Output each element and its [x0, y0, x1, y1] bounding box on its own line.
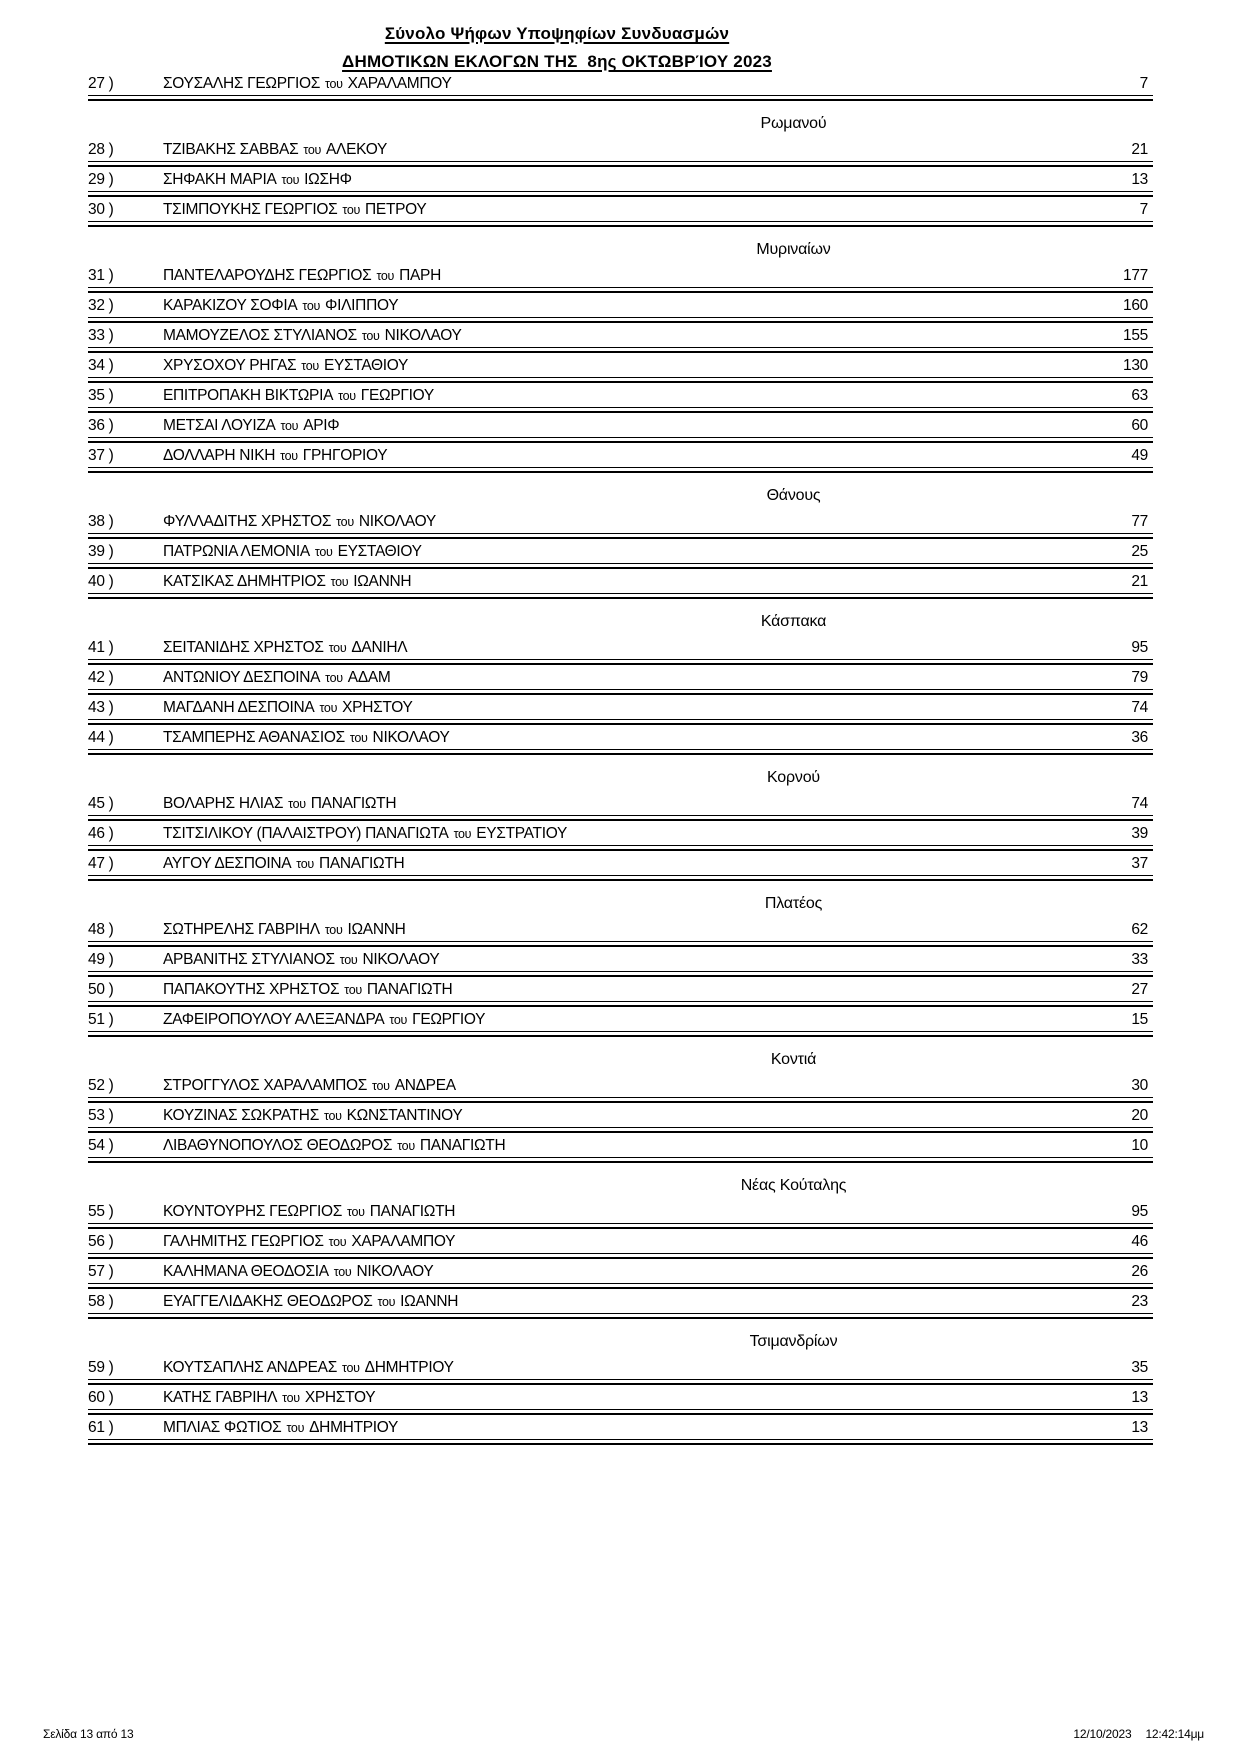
candidate-row [88, 1289, 1153, 1310]
patronymic-name: ΝΙΚΟΛΑΟΥ [384, 328, 462, 344]
candidate-number: 60 ) [88, 1389, 114, 1406]
candidate-number: 37 ) [88, 447, 114, 464]
candidate-number: 44 ) [88, 729, 114, 746]
section-header: Ρωμανού [760, 115, 827, 132]
section-header: Κοντιά [770, 1051, 817, 1068]
candidate-name: ΠΑΠΑΚΟΥΤΗΣ ΧΡΗΣΤΟΣ [163, 982, 340, 998]
candidate-number: 58 ) [88, 1293, 114, 1310]
row-divider [88, 1313, 1153, 1319]
candidate-row [88, 851, 1153, 872]
patronymic-connector: του [314, 545, 333, 559]
votes-count: 77 [1131, 513, 1148, 530]
candidate-name: ΜΕΤΣΑΙ ΛΟΥΙΖΑ [163, 418, 276, 434]
candidate-row [88, 1199, 1153, 1220]
candidate-name-cell [163, 952, 1131, 968]
candidate-name: ΠΑΤΡΩΝΙΑ ΛΕΜΟΝΙΑ [163, 544, 310, 560]
patronymic-name: ΝΙΚΟΛΑΟΥ [358, 514, 436, 530]
candidate-number: 56 ) [88, 1233, 114, 1250]
candidate-name-cell [163, 826, 1131, 842]
votes-count: 7 [1139, 75, 1148, 92]
candidate-name: ΜΠΛΙΑΣ ΦΩΤΙΟΣ [163, 1420, 282, 1436]
candidate-name-cell [163, 922, 1131, 938]
patronymic-connector: του [389, 1013, 408, 1027]
patronymic-connector: του [288, 797, 306, 811]
candidate-name: ΠΑΝΤΕΛΑΡΟΥΔΗΣ ΓΕΩΡΓΙΟΣ [163, 268, 372, 284]
footer-time: 12:42:14μμ [1145, 1727, 1204, 1741]
document-header [0, 0, 1114, 71]
section-header: Νέας Κούταλης [740, 1177, 847, 1194]
patronymic-connector: του [397, 1139, 415, 1153]
votes-count: 95 [1131, 1203, 1148, 1220]
votes-count: 74 [1131, 795, 1148, 812]
candidate-number: 54 ) [88, 1137, 114, 1154]
patronymic-connector: του [281, 173, 300, 187]
candidate-number: 59 ) [88, 1359, 114, 1376]
patronymic-name: ΧΑΡΑΛΑΜΠΟΥ [351, 1234, 456, 1250]
patronymic-name: ΔΗΜΗΤΡΙΟΥ [364, 1360, 454, 1376]
candidate-row [88, 947, 1153, 968]
patronymic-connector: του [282, 1391, 300, 1405]
candidate-row [88, 263, 1153, 284]
votes-count: 95 [1131, 639, 1148, 656]
section-header: Θάνους [766, 487, 821, 504]
patronymic-connector: του [303, 143, 322, 157]
votes-count: 155 [1123, 327, 1148, 344]
row-divider [88, 467, 1153, 473]
candidate-name: ΑΝΤΩΝΙΟΥ ΔΕΣΠΟΙΝΑ [163, 670, 321, 686]
votes-count: 10 [1131, 1137, 1148, 1154]
patronymic-connector: του [280, 449, 298, 463]
patronymic-connector: του [333, 1265, 352, 1279]
candidate-row [88, 509, 1153, 530]
footer-page-number: Σελίδα 13 από 13 [43, 1727, 134, 1741]
candidate-number: 43 ) [88, 699, 114, 716]
candidate-name-cell [163, 298, 1123, 314]
candidate-number: 53 ) [88, 1107, 114, 1124]
candidate-name-cell [163, 1108, 1131, 1124]
votes-count: 20 [1131, 1107, 1148, 1124]
votes-count: 25 [1131, 543, 1148, 560]
candidate-name-cell [163, 796, 1131, 812]
candidate-row [88, 167, 1153, 188]
candidate-number: 36 ) [88, 417, 114, 434]
candidate-row [88, 1103, 1153, 1124]
row-divider [88, 95, 1153, 101]
votes-count: 39 [1131, 825, 1148, 842]
candidate-name: ΤΖΙΒΑΚΗΣ ΣΑΒΒΑΣ [163, 142, 299, 158]
patronymic-name: ΠΑΝΑΓΙΩΤΗ [369, 1204, 456, 1220]
candidate-name: ΤΣΙΤΣΙΛΙΚΟΥ (ΠΑΛΑΙΣΤΡΟΥ) ΠΑΝΑΓΙΩΤΑ [163, 826, 449, 842]
candidate-number: 42 ) [88, 669, 114, 686]
candidate-row [88, 1355, 1153, 1376]
patronymic-name: ΔΗΜΗΤΡΙΟΥ [309, 1420, 399, 1436]
candidate-number: 61 ) [88, 1419, 114, 1436]
patronymic-name: ΓΕΩΡΓΙΟΥ [360, 388, 434, 404]
candidate-row [88, 569, 1153, 590]
row-divider [88, 1439, 1153, 1445]
candidate-number: 40 ) [88, 573, 114, 590]
candidate-name: ΣΩΤΗΡΕΛΗΣ ΓΑΒΡΙΗΛ [163, 922, 320, 938]
votes-count: 30 [1131, 1077, 1148, 1094]
patronymic-connector: του [280, 419, 299, 433]
patronymic-name: ΚΩΝΣΤΑΝΤΙΝΟΥ [346, 1108, 463, 1124]
candidate-name: ΤΣΑΜΠΕΡΗΣ ΑΘΑΝΑΣΙΟΣ [163, 730, 345, 746]
candidate-name-cell [163, 1012, 1131, 1028]
candidate-name: ΒΟΛΑΡΗΣ ΗΛΙΑΣ [163, 796, 284, 812]
candidate-name-cell [163, 1204, 1131, 1220]
row-divider [88, 875, 1153, 881]
patronymic-connector: του [323, 1109, 342, 1123]
candidate-name-cell [163, 514, 1131, 530]
page-title: Σύνολο Ψήφων Υποψηφίων Συνδυασμών [384, 24, 730, 43]
section-header: Μυριναίων [756, 241, 831, 258]
candidate-number: 39 ) [88, 543, 114, 560]
votes-count: 62 [1131, 921, 1148, 938]
candidate-number: 29 ) [88, 171, 114, 188]
candidate-name: ΤΣΙΜΠΟΥΚΗΣ ΓΕΩΡΓΙΟΣ [163, 202, 338, 218]
candidate-row [88, 71, 1153, 92]
candidate-name: ΚΟΥΖΙΝΑΣ ΣΩΚΡΑΤΗΣ [163, 1108, 319, 1124]
candidate-number: 27 ) [88, 75, 114, 92]
candidate-name-cell [163, 1234, 1131, 1250]
patronymic-connector: του [324, 923, 343, 937]
patronymic-connector: του [376, 269, 395, 283]
candidate-name: ΚΟΥΤΣΑΠΛΗΣ ΑΝΔΡΕΑΣ [163, 1360, 338, 1376]
candidate-name-cell [163, 700, 1131, 716]
patronymic-connector: του [344, 983, 362, 997]
patronymic-connector: του [328, 641, 347, 655]
row-divider [88, 1157, 1153, 1163]
patronymic-name: ΝΙΚΟΛΑΟΥ [372, 730, 450, 746]
patronymic-name: ΑΡΙΦ [303, 418, 340, 434]
section-header: Κάσπακα [760, 613, 827, 630]
patronymic-name: ΠΑΝΑΓΙΩΤΗ [366, 982, 453, 998]
patronymic-connector: του [339, 953, 358, 967]
candidate-name: ΚΟΥΝΤΟΥΡΗΣ ΓΕΩΡΓΙΟΣ [163, 1204, 343, 1220]
candidate-name-cell [163, 1138, 1131, 1154]
patronymic-name: ΑΝΔΡΕΑ [394, 1078, 456, 1094]
votes-count: 79 [1131, 669, 1148, 686]
patronymic-name: ΙΩΑΝΝΗ [347, 922, 406, 938]
patronymic-connector: του [302, 299, 321, 313]
candidate-name: ΔΟΛΛΑΡΗ ΝΙΚΗ [163, 448, 276, 464]
candidate-name: ΚΑΡΑΚΙΖΟΥ ΣΟΦΙΑ [163, 298, 298, 314]
candidate-name: ΕΥΑΓΓΕΛΙΔΑΚΗΣ ΘΕΟΔΩΡΟΣ [163, 1294, 373, 1310]
candidate-name: ΚΑΛΗΜΑΝΑ ΘΕΟΔΟΣΙΑ [163, 1264, 329, 1280]
candidate-row [88, 635, 1153, 656]
candidate-name: ΣΕΪΤΑΝΙΔΗΣ ΧΡΗΣΤΟΣ [163, 640, 324, 656]
section-header: Πλατέος [764, 895, 823, 912]
patronymic-connector: του [338, 389, 356, 403]
candidate-number: 47 ) [88, 855, 114, 872]
candidate-row [88, 137, 1153, 158]
votes-count: 130 [1123, 357, 1148, 374]
candidate-name: ΖΑΦΕΙΡΟΠΟΥΛΟΥ ΑΛΕΞΑΝΔΡΑ [163, 1012, 385, 1028]
candidate-number: 35 ) [88, 387, 114, 404]
candidate-name: ΧΡΥΣΟΧΟΥ ΡΗΓΑΣ [163, 358, 297, 374]
patronymic-name: ΑΔΑΜ [347, 670, 391, 686]
patronymic-name: ΔΑΝΙΗΛ [351, 640, 408, 656]
patronymic-name: ΧΡΗΣΤΟΥ [342, 700, 413, 716]
candidate-name-cell [163, 574, 1131, 590]
section-header: Κορνού [767, 769, 820, 786]
candidate-row [88, 791, 1153, 812]
candidate-name-cell [163, 544, 1131, 560]
patronymic-name: ΙΩΑΝΝΗ [400, 1294, 459, 1310]
candidate-row [88, 1259, 1153, 1280]
candidate-name-cell [163, 1264, 1131, 1280]
patronymic-name: ΠΑΝΑΓΙΩΤΗ [310, 796, 397, 812]
candidate-row [88, 539, 1153, 560]
row-divider [88, 221, 1153, 227]
candidate-name: ΦΥΛΛΑΔΙΤΗΣ ΧΡΗΣΤΟΣ [163, 514, 332, 530]
candidate-name: ΚΑΤΣΙΚΑΣ ΔΗΜΗΤΡΙΟΣ [163, 574, 326, 590]
votes-count: 33 [1131, 951, 1148, 968]
patronymic-name: ΧΡΗΣΤΟΥ [304, 1390, 376, 1406]
candidate-name-cell [163, 1360, 1131, 1376]
row-divider [88, 749, 1153, 755]
patronymic-connector: του [453, 827, 472, 841]
candidate-number: 51 ) [88, 1011, 114, 1028]
candidate-row [88, 917, 1153, 938]
votes-count: 36 [1131, 729, 1148, 746]
page-subtitle: ΔΗΜΟΤΙΚΩΝ ΕΚΛΟΓΩΝ ΤΗΣ 8ης ΟΚΤΩΒΡΊΟΥ 2023 [342, 52, 772, 71]
candidate-name-cell [163, 172, 1131, 188]
candidate-row [88, 1385, 1153, 1406]
candidate-row [88, 977, 1153, 998]
candidate-row [88, 1133, 1153, 1154]
patronymic-name: ΕΥΣΤΑΘΙΟΥ [323, 358, 409, 374]
candidate-name-cell [163, 1390, 1131, 1406]
candidate-number: 49 ) [88, 951, 114, 968]
patronymic-name: ΕΥΣΤΡΑΤΙΟΥ [476, 826, 567, 842]
footer-date: 12/10/2023 [1073, 1727, 1132, 1741]
candidate-name: ΛΙΒΑΘΥΝΟΠΟΥΛΟΣ ΘΕΟΔΩΡΟΣ [163, 1138, 393, 1154]
candidate-row [88, 665, 1153, 686]
candidate-row [88, 413, 1153, 434]
patronymic-connector: του [349, 731, 368, 745]
candidate-name-cell [163, 388, 1131, 404]
candidate-number: 55 ) [88, 1203, 114, 1220]
votes-count: 46 [1131, 1233, 1148, 1250]
candidate-number: 46 ) [88, 825, 114, 842]
patronymic-name: ΑΛΕΚΟΥ [326, 142, 388, 158]
candidate-name-cell [163, 670, 1131, 686]
candidate-number: 41 ) [88, 639, 114, 656]
patronymic-name: ΦΙΛΙΠΠΟΥ [325, 298, 399, 314]
patronymic-name: ΠΕΤΡΟΥ [365, 202, 427, 218]
candidate-row [88, 293, 1153, 314]
votes-count: 13 [1131, 171, 1148, 188]
candidate-row [88, 197, 1153, 218]
votes-count: 177 [1123, 267, 1148, 284]
patronymic-connector: του [319, 701, 338, 715]
patronymic-name: ΠΑΝΑΓΙΩΤΗ [419, 1138, 506, 1154]
section-header: Τσιμανδρίων [749, 1333, 838, 1350]
candidate-row [88, 1415, 1153, 1436]
candidate-row [88, 323, 1153, 344]
footer-timestamp [1073, 1727, 1204, 1741]
votes-count: 26 [1131, 1263, 1148, 1280]
candidate-row [88, 1073, 1153, 1094]
votes-count: 21 [1131, 141, 1148, 158]
candidate-row [88, 353, 1153, 374]
candidate-name: ΜΑΓΔΑΝΗ ΔΕΣΠΟΙΝΑ [163, 700, 315, 716]
patronymic-connector: του [377, 1295, 396, 1309]
candidate-number: 33 ) [88, 327, 114, 344]
patronymic-connector: του [330, 575, 349, 589]
candidate-number: 45 ) [88, 795, 114, 812]
patronymic-name: ΙΩΑΝΝΗ [353, 574, 412, 590]
candidate-name: ΓΑΛΗΜΙΤΗΣ ΓΕΩΡΓΙΟΣ [163, 1234, 324, 1250]
patronymic-connector: του [372, 1079, 390, 1093]
candidate-row [88, 821, 1153, 842]
patronymic-connector: του [342, 1361, 360, 1375]
candidate-row [88, 383, 1153, 404]
patronymic-connector: του [296, 857, 314, 871]
patronymic-name: ΓΕΩΡΓΙΟΥ [412, 1012, 486, 1028]
row-divider [88, 593, 1153, 599]
votes-count: 21 [1131, 573, 1148, 590]
candidate-number: 57 ) [88, 1263, 114, 1280]
candidate-name: ΣΗΦΑΚΗ ΜΑΡΙΑ [163, 172, 277, 188]
candidate-name-cell [163, 640, 1131, 656]
patronymic-name: ΙΩΣΗΦ [304, 172, 352, 188]
votes-count: 7 [1139, 201, 1148, 218]
votes-count: 74 [1131, 699, 1148, 716]
candidate-number: 28 ) [88, 141, 114, 158]
results-list [88, 71, 1153, 1445]
candidate-name-cell [163, 268, 1123, 284]
patronymic-connector: του [286, 1421, 305, 1435]
candidate-row [88, 695, 1153, 716]
candidate-name-cell [163, 1294, 1131, 1310]
candidate-number: 48 ) [88, 921, 114, 938]
candidate-number: 50 ) [88, 981, 114, 998]
candidate-name-cell [163, 202, 1140, 218]
row-divider [88, 1031, 1153, 1037]
candidate-name-cell [163, 418, 1131, 434]
votes-count: 63 [1131, 387, 1148, 404]
candidate-name: ΣΤΡΟΓΓΥΛΟΣ ΧΑΡΑΛΑΜΠΟΣ [163, 1078, 368, 1094]
candidate-number: 52 ) [88, 1077, 114, 1094]
patronymic-name: ΠΑΝΑΓΙΩΤΗ [318, 856, 405, 872]
candidate-number: 38 ) [88, 513, 114, 530]
patronymic-name: ΧΑΡΑΛΑΜΠΟΥ [347, 76, 452, 92]
candidate-name: ΕΠΙΤΡΟΠΑΚΗ ΒΙΚΤΩΡΙΑ [163, 388, 334, 404]
candidate-name: ΣΟΥΣΑΛΗΣ ΓΕΩΡΓΙΟΣ [163, 76, 321, 92]
votes-count: 60 [1131, 417, 1148, 434]
patronymic-connector: του [342, 203, 361, 217]
votes-count: 37 [1131, 855, 1148, 872]
candidate-row [88, 725, 1153, 746]
candidate-name-cell [163, 1420, 1131, 1436]
candidate-name: ΚΑΤΗΣ ΓΑΒΡΙΗΛ [163, 1390, 278, 1406]
votes-count: 35 [1131, 1359, 1148, 1376]
candidate-name-cell [163, 1078, 1131, 1094]
patronymic-name: ΕΥΣΤΑΘΙΟΥ [337, 544, 422, 560]
votes-count: 15 [1131, 1011, 1148, 1028]
candidate-row [88, 1229, 1153, 1250]
candidate-row [88, 1007, 1153, 1028]
votes-count: 13 [1131, 1419, 1148, 1436]
candidate-row [88, 443, 1153, 464]
patronymic-connector: του [325, 671, 343, 685]
patronymic-connector: του [347, 1205, 365, 1219]
patronymic-connector: του [301, 359, 319, 373]
candidate-name-cell [163, 982, 1131, 998]
candidate-name-cell [163, 856, 1131, 872]
candidate-name-cell [163, 730, 1131, 746]
votes-count: 23 [1131, 1293, 1148, 1310]
patronymic-connector: του [336, 515, 354, 529]
patronymic-connector: του [361, 329, 380, 343]
votes-count: 27 [1131, 981, 1148, 998]
patronymic-connector: του [328, 1235, 347, 1249]
candidate-name-cell [163, 142, 1131, 158]
candidate-name: ΑΡΒΑΝΙΤΗΣ ΣΤΥΛΙΑΝΟΣ [163, 952, 335, 968]
patronymic-name: ΝΙΚΟΛΑΟΥ [356, 1264, 434, 1280]
candidate-number: 34 ) [88, 357, 114, 374]
candidate-name: ΜΑΜΟΥΖΕΛΟΣ ΣΤΥΛΙΑΝΟΣ [163, 328, 357, 344]
votes-count: 13 [1131, 1389, 1148, 1406]
candidate-name-cell [163, 358, 1123, 374]
patronymic-connector: του [325, 77, 343, 91]
candidate-number: 32 ) [88, 297, 114, 314]
patronymic-name: ΓΡΗΓΟΡΙΟΥ [302, 448, 388, 464]
candidate-number: 30 ) [88, 201, 114, 218]
candidate-number: 31 ) [88, 267, 114, 284]
candidate-name-cell [163, 448, 1131, 464]
patronymic-name: ΠΑΡΗ [399, 268, 441, 284]
candidate-name: ΑΥΓΟΥ ΔΕΣΠΟΙΝΑ [163, 856, 292, 872]
candidate-name-cell [163, 76, 1140, 92]
patronymic-name: ΝΙΚΟΛΑΟΥ [362, 952, 440, 968]
votes-count: 160 [1123, 297, 1148, 314]
votes-count: 49 [1131, 447, 1148, 464]
candidate-name-cell [163, 328, 1123, 344]
